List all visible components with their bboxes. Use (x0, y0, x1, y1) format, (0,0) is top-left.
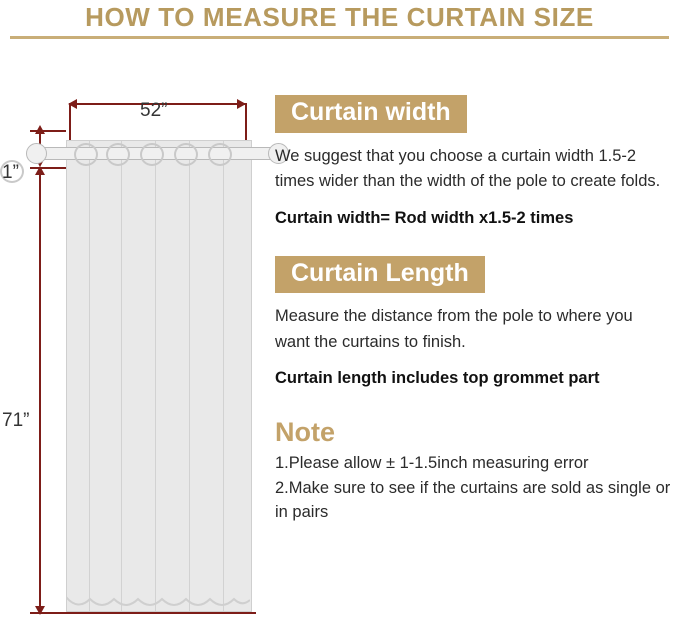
width-extension-left (69, 103, 71, 143)
curtain-panel (66, 140, 252, 612)
curtain-length-body: Measure the distance from the pole to where you want the curtains to finish. (275, 307, 633, 351)
grommet-ring (208, 143, 232, 166)
curtain-diagram (0, 40, 290, 628)
curtain-length-formula: Curtain length includes top grommet part (275, 369, 600, 388)
note-title: Note (275, 417, 335, 448)
grommet-ring (140, 143, 164, 166)
curtain-width-badge: Curtain width (275, 95, 467, 133)
section-curtain-length (275, 256, 679, 391)
height-label: 71” (2, 410, 30, 431)
title-divider (10, 36, 669, 39)
grommet-ring (174, 143, 198, 166)
curtain-fold (121, 141, 122, 611)
curtain-fold (223, 141, 224, 611)
grommet-ring (106, 143, 130, 166)
section-note (275, 416, 679, 525)
curtain-fold (189, 141, 190, 611)
section-curtain-width (275, 95, 679, 230)
curtain-width-body: We suggest that you choose a curtain width 1.5-2 times wider than the width of the pole to create folds. (275, 146, 661, 191)
curtain-fold (155, 141, 156, 611)
width-extension-right (245, 103, 247, 143)
width-label: 52” (140, 100, 168, 121)
height-dimension-line (39, 170, 41, 610)
curtain-hem (66, 595, 250, 617)
rod-finial-left-icon (26, 143, 47, 164)
note-line-2: 2.Make sure to see if the curtains are sold as single or in pairs (275, 478, 671, 522)
curtain-width-formula: Curtain width= Rod width x1.5-2 times (275, 208, 574, 227)
curtain-fold (89, 141, 90, 611)
grommet-label: 1” (0, 160, 24, 183)
instructions-column (275, 95, 679, 551)
grommet-tick-top (30, 130, 66, 132)
grommet-ring (74, 143, 98, 166)
height-arrow-up (35, 166, 45, 175)
page-title: HOW TO MEASURE THE CURTAIN SIZE (85, 2, 594, 32)
note-line-1: 1.Please allow ± 1-1.5inch measuring error (275, 453, 589, 472)
curtain-length-badge: Curtain Length (275, 256, 485, 294)
